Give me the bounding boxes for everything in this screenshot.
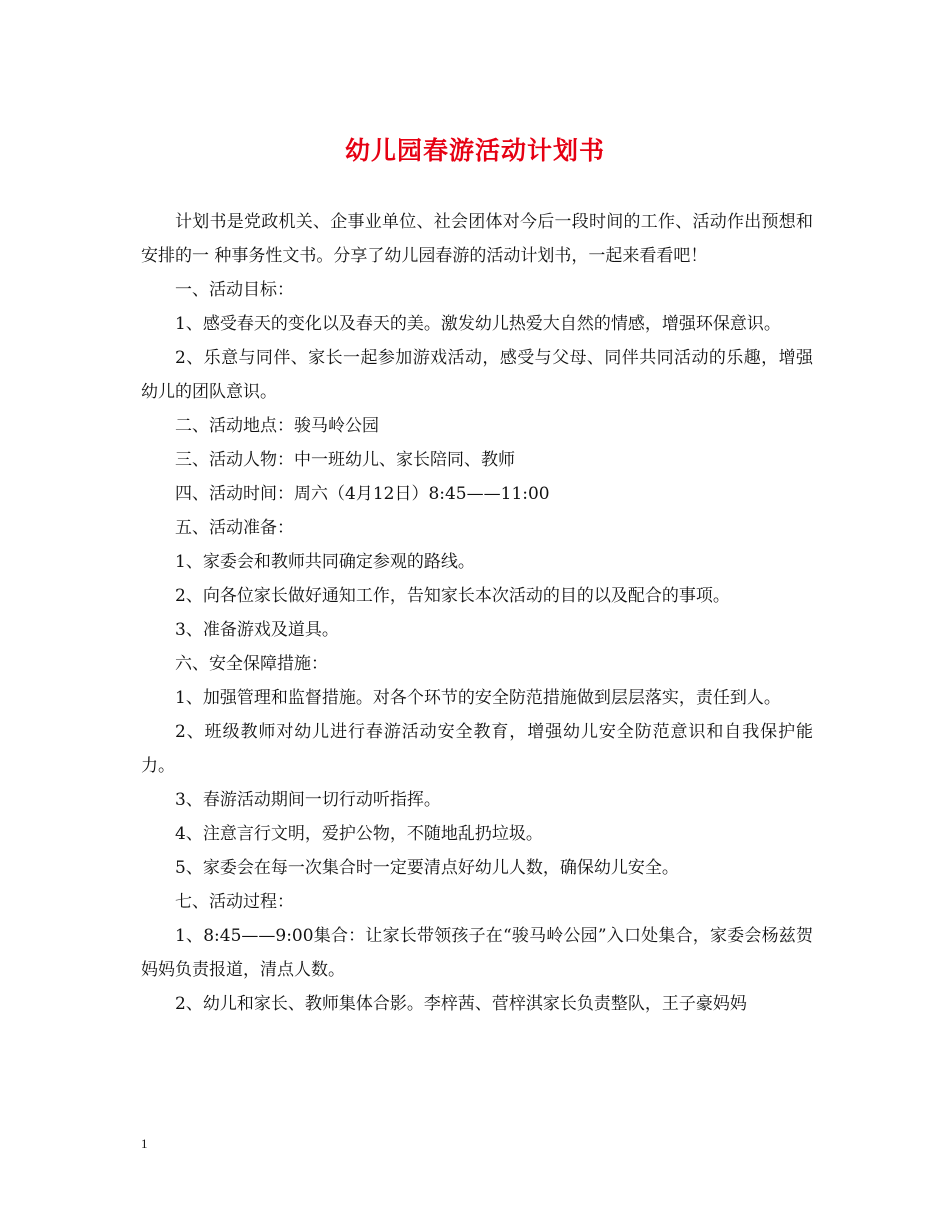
document-title: 幼儿园春游活动计划书 (344, 136, 605, 165)
paragraph: 1、8:45——9:00集合：让家长带领孩子在“骏马岭公园”入口处集合，家委会杨兹贺妈妈负责报道，清点人数。 (141, 926, 813, 980)
paragraph: 5、家委会在每一次集合时一定要清点好幼儿人数，确保幼儿安全。 (175, 858, 679, 878)
paragraph: 1、家委会和教师共同确定参观的路线。 (175, 552, 475, 572)
paragraph: 计划书是党政机关、企事业单位、社会团体对今后一段时间的工作、活动作出预想和安排的一 种事务性文书。分享了幼儿园春游的活动计划书，一起来看看吧！ (141, 212, 813, 266)
paragraph: 五、活动准备： (175, 518, 294, 538)
paragraph: 2、乐意与同伴、家长一起参加游戏活动，感受与父母、同伴共同活动的乐趣，增强幼儿的团队意识。 (141, 348, 813, 402)
paragraph: 六、安全保障措施： (175, 654, 328, 674)
paragraph: 2、幼儿和家长、教师集体合影。李梓茜、菅梓淇家长负责整队，王子豪妈妈 (175, 994, 747, 1014)
paragraph: 三、活动人物：中一班幼儿、家长陪同、教师 (175, 450, 515, 470)
paragraph: 七、活动过程： (175, 892, 294, 912)
paragraph: 2、班级教师对幼儿进行春游活动安全教育，增强幼儿安全防范意识和自我保护能力。 (141, 722, 813, 776)
paragraph: 1、感受春天的变化以及春天的美。激发幼儿热爱大自然的情感，增强环保意识。 (175, 314, 781, 334)
paragraph: 四、活动时间：周六（4月12日）8:45——11:00 (175, 484, 550, 504)
paragraph: 3、准备游戏及道具。 (175, 620, 339, 640)
paragraph: 4、注意言行文明，爱护公物，不随地乱扔垃圾。 (175, 824, 543, 844)
page-number: 1 (141, 1136, 148, 1151)
paragraph: 1、加强管理和监督措施。对各个环节的安全防范措施做到层层落实，责任到人。 (175, 688, 781, 708)
paragraph: 二、活动地点：骏马岭公园 (175, 416, 379, 436)
document-body (141, 205, 813, 1021)
paragraph: 一、活动目标： (175, 280, 294, 300)
paragraph: 2、向各位家长做好通知工作，告知家长本次活动的目的以及配合的事项。 (175, 586, 730, 606)
paragraph: 3、春游活动期间一切行动听指挥。 (175, 790, 441, 810)
